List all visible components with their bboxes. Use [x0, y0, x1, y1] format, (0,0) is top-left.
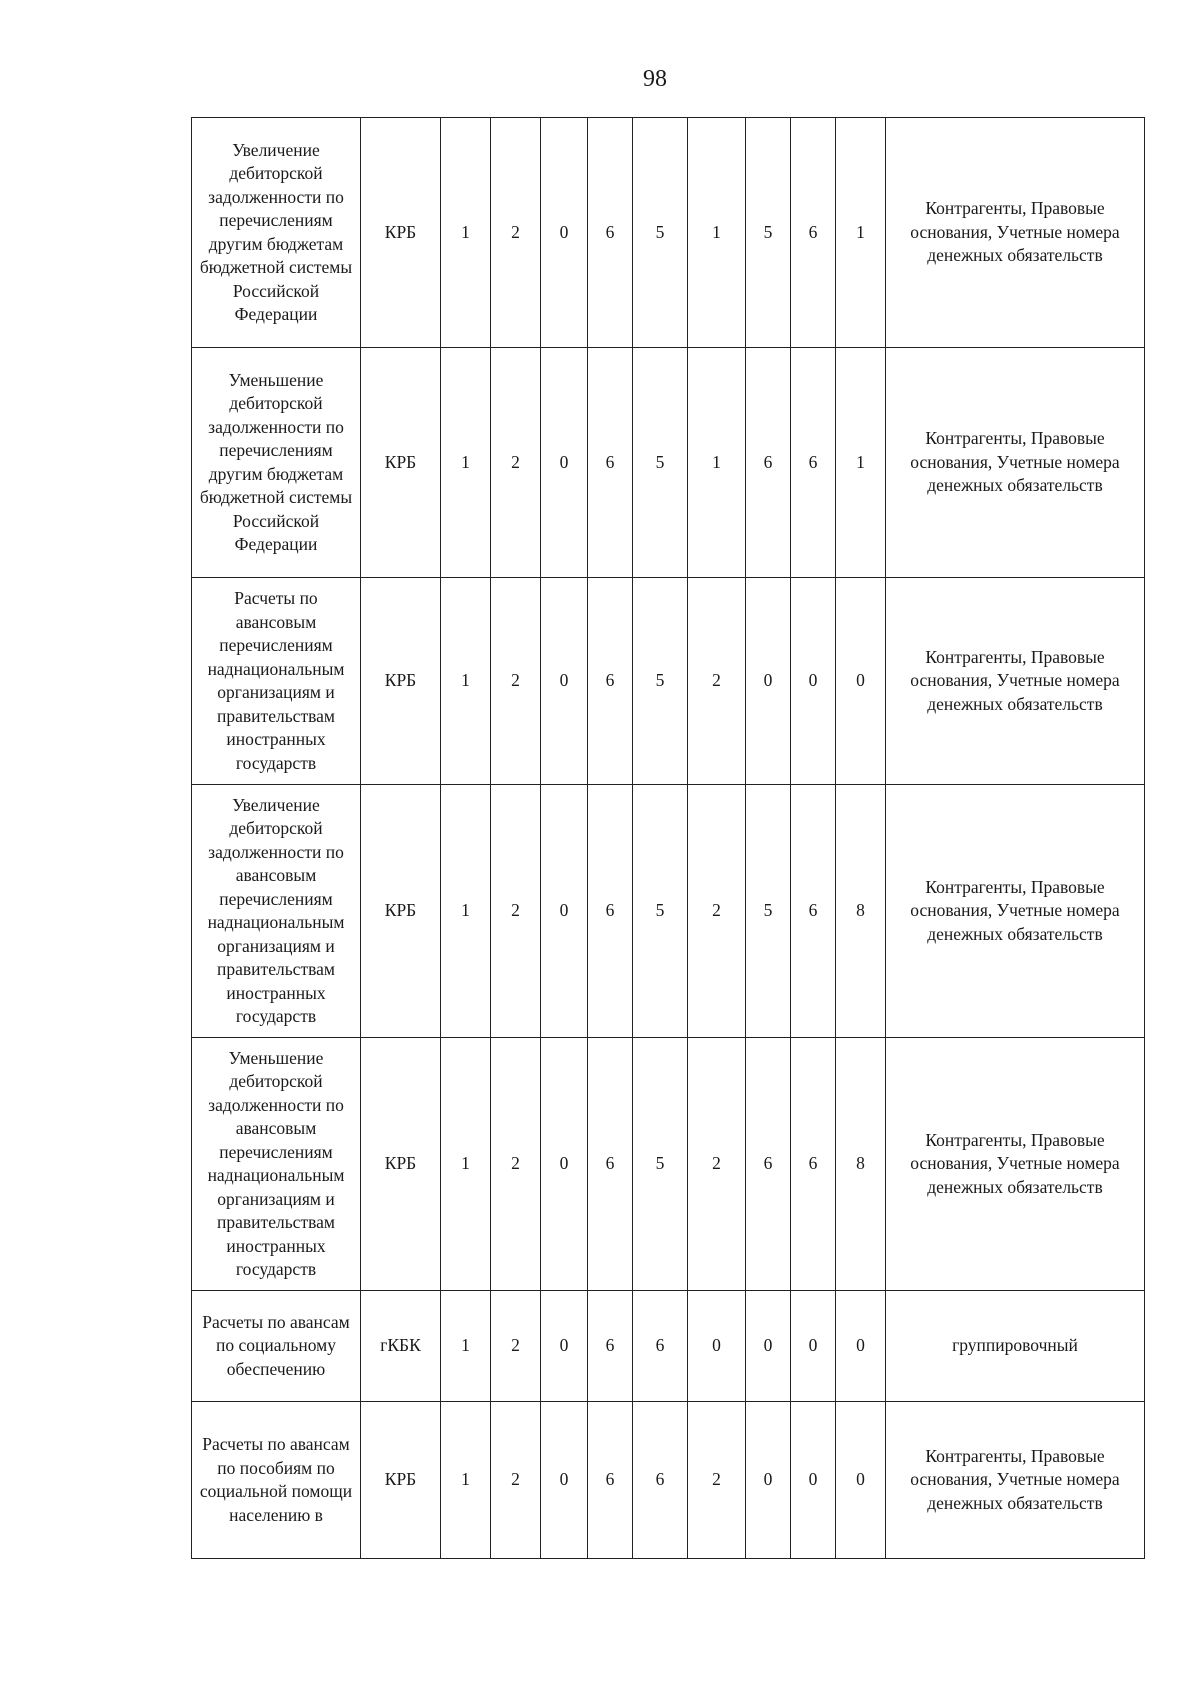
code-type-cell: гКБК: [361, 1291, 441, 1402]
code-digit-cell: 5: [746, 785, 791, 1038]
code-digit-cell: 6: [588, 118, 633, 348]
code-type-cell: КРБ: [361, 785, 441, 1038]
code-type-cell: КРБ: [361, 118, 441, 348]
code-digit-cell: 1: [441, 1291, 491, 1402]
code-digit-cell: 1: [688, 118, 746, 348]
code-digit-cell: 1: [441, 1038, 491, 1291]
code-digit-cell: 0: [791, 1402, 836, 1559]
analytics-cell: Контрагенты, Правовые основания, Учетные номера денежных обязательств: [886, 785, 1145, 1038]
analytics-cell: Контрагенты, Правовые основания, Учетные номера денежных обязательств: [886, 118, 1145, 348]
code-digit-cell: 0: [541, 785, 588, 1038]
code-digit-cell: 2: [688, 578, 746, 785]
code-digit-cell: 1: [441, 785, 491, 1038]
code-digit-cell: 6: [588, 348, 633, 578]
table-row: [192, 578, 1145, 785]
code-digit-cell: 0: [836, 1291, 886, 1402]
table-row: [192, 348, 1145, 578]
code-digit-cell: 6: [588, 1038, 633, 1291]
code-digit-cell: 6: [588, 1402, 633, 1559]
code-digit-cell: 0: [541, 1038, 588, 1291]
code-digit-cell: 0: [541, 578, 588, 785]
code-digit-cell: 5: [633, 785, 688, 1038]
account-name-cell: Уменьшение дебиторской задолженности по авансовым перечислениям наднациональным организациям и правительствам иностранных государств: [192, 1038, 361, 1291]
code-digit-cell: 5: [633, 348, 688, 578]
code-digit-cell: 0: [746, 578, 791, 785]
code-digit-cell: 0: [836, 1402, 886, 1559]
code-digit-cell: 1: [441, 348, 491, 578]
code-type-cell: КРБ: [361, 1038, 441, 1291]
code-digit-cell: 2: [491, 578, 541, 785]
code-digit-cell: 6: [791, 348, 836, 578]
code-digit-cell: 1: [441, 578, 491, 785]
code-digit-cell: 0: [746, 1291, 791, 1402]
code-digit-cell: 8: [836, 1038, 886, 1291]
analytics-cell: Контрагенты, Правовые основания, Учетные номера денежных обязательств: [886, 578, 1145, 785]
account-name-cell: Расчеты по авансам по социальному обеспечению: [192, 1291, 361, 1402]
code-digit-cell: 6: [588, 1291, 633, 1402]
table-row: [192, 1291, 1145, 1402]
code-type-cell: КРБ: [361, 1402, 441, 1559]
code-digit-cell: 1: [836, 348, 886, 578]
account-name-cell: Уменьшение дебиторской задолженности по перечислениям другим бюджетам бюджетной системы Российской Федерации: [192, 348, 361, 578]
code-digit-cell: 0: [791, 1291, 836, 1402]
analytics-cell: Контрагенты, Правовые основания, Учетные номера денежных обязательств: [886, 1402, 1145, 1559]
code-digit-cell: 6: [633, 1291, 688, 1402]
code-digit-cell: 2: [491, 348, 541, 578]
code-type-cell: КРБ: [361, 348, 441, 578]
code-digit-cell: 0: [541, 348, 588, 578]
code-digit-cell: 6: [588, 785, 633, 1038]
code-digit-cell: 2: [491, 1038, 541, 1291]
code-digit-cell: 1: [688, 348, 746, 578]
code-type-cell: КРБ: [361, 578, 441, 785]
analytics-cell: группировочный: [886, 1291, 1145, 1402]
table-row: [192, 118, 1145, 348]
code-digit-cell: 2: [491, 118, 541, 348]
code-digit-cell: 0: [791, 578, 836, 785]
account-name-cell: Расчеты по авансовым перечислениям наднациональным организациям и правительствам иностранных государств: [192, 578, 361, 785]
code-digit-cell: 6: [791, 785, 836, 1038]
analytics-cell: Контрагенты, Правовые основания, Учетные номера денежных обязательств: [886, 348, 1145, 578]
code-digit-cell: 6: [791, 1038, 836, 1291]
analytics-cell: Контрагенты, Правовые основания, Учетные номера денежных обязательств: [886, 1038, 1145, 1291]
code-digit-cell: 6: [746, 348, 791, 578]
code-digit-cell: 5: [746, 118, 791, 348]
code-digit-cell: 0: [541, 1402, 588, 1559]
code-digit-cell: 2: [688, 1402, 746, 1559]
accounts-table: [191, 117, 1145, 1559]
code-digit-cell: 2: [491, 1291, 541, 1402]
code-digit-cell: 5: [633, 578, 688, 785]
table-row: [192, 1038, 1145, 1291]
account-name-cell: Увеличение дебиторской задолженности по авансовым перечислениям наднациональным организациям и правительствам иностранных государств: [192, 785, 361, 1038]
code-digit-cell: 5: [633, 1038, 688, 1291]
code-digit-cell: 0: [541, 118, 588, 348]
code-digit-cell: 6: [588, 578, 633, 785]
code-digit-cell: 2: [688, 785, 746, 1038]
code-digit-cell: 0: [836, 578, 886, 785]
code-digit-cell: 2: [491, 785, 541, 1038]
code-digit-cell: 2: [491, 1402, 541, 1559]
code-digit-cell: 0: [541, 1291, 588, 1402]
code-digit-cell: 1: [441, 118, 491, 348]
code-digit-cell: 6: [791, 118, 836, 348]
code-digit-cell: 8: [836, 785, 886, 1038]
code-digit-cell: 6: [633, 1402, 688, 1559]
code-digit-cell: 0: [746, 1402, 791, 1559]
account-name-cell: Увеличение дебиторской задолженности по перечислениям другим бюджетам бюджетной системы Российской Федерации: [192, 118, 361, 348]
code-digit-cell: 5: [633, 118, 688, 348]
code-digit-cell: 6: [746, 1038, 791, 1291]
code-digit-cell: 1: [836, 118, 886, 348]
code-digit-cell: 1: [441, 1402, 491, 1559]
code-digit-cell: 2: [688, 1038, 746, 1291]
page-number: 98: [643, 66, 667, 92]
table-row: [192, 785, 1145, 1038]
table-row: [192, 1402, 1145, 1559]
code-digit-cell: 0: [688, 1291, 746, 1402]
account-name-cell: Расчеты по авансам по пособиям по социальной помощи населению в: [192, 1402, 361, 1559]
